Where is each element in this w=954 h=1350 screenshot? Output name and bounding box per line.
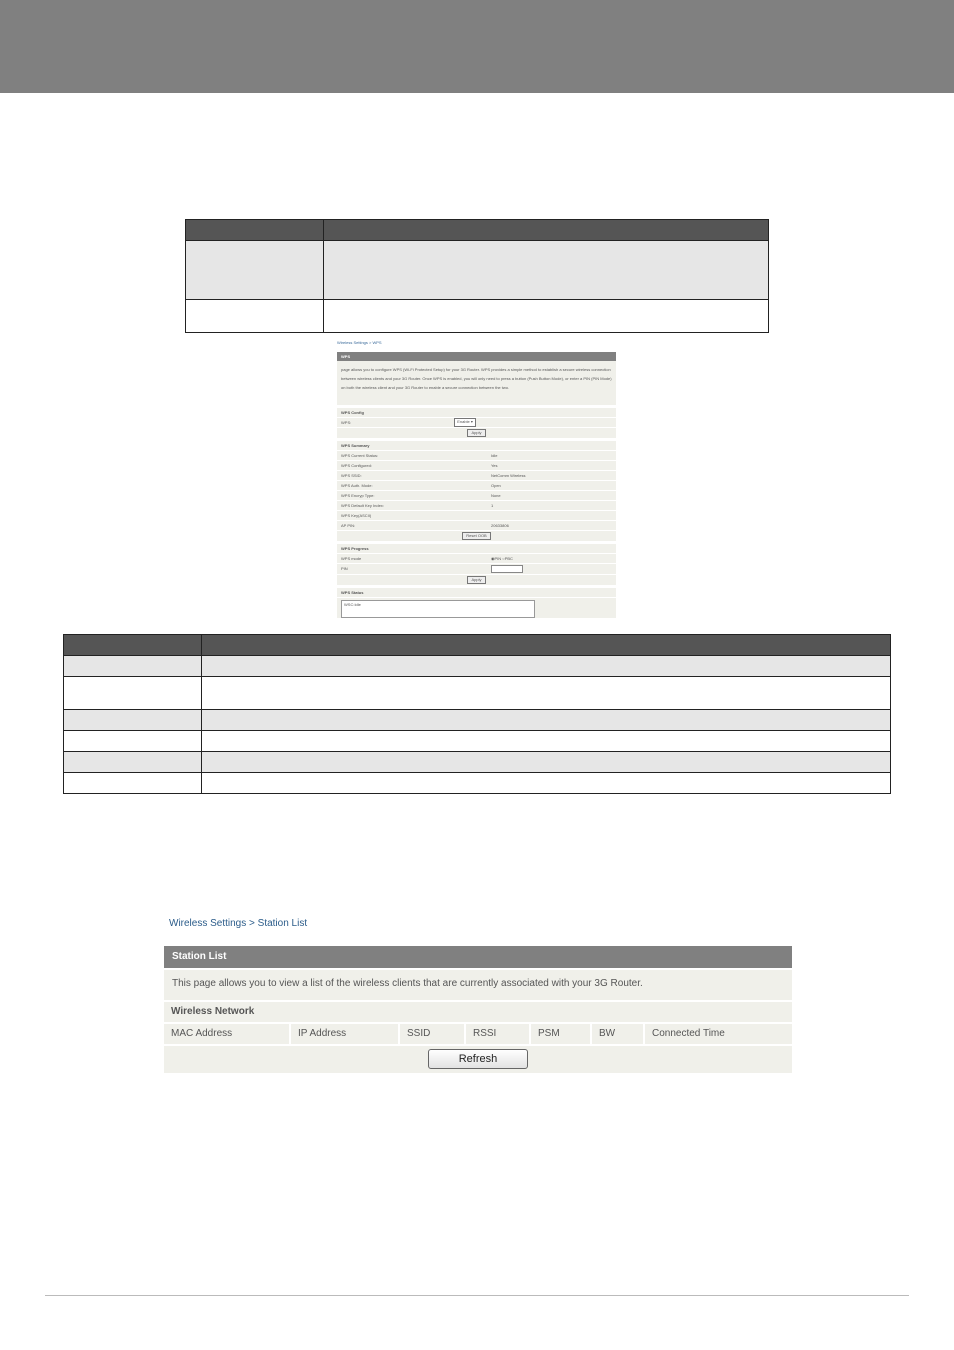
table-row [64,656,891,677]
wps-status-section [337,588,616,618]
wps-mode-row [337,554,616,564]
section-heading: WPS Config [337,408,616,418]
table-header-row [64,635,891,656]
station-table-header [164,1022,792,1044]
footer-divider [45,1295,909,1296]
chevron-down-icon: ▾ [470,419,473,424]
table-header-row [186,220,769,241]
table-row [64,731,891,752]
apply-button[interactable]: Apply [467,429,485,437]
summary-row: WPS Encryp Type: None [337,491,616,501]
wps-summary-section [337,441,616,541]
table-row [64,773,891,794]
table-row [64,752,891,773]
reset-oob-button[interactable]: Reset OOB [462,532,490,540]
table-row [64,677,891,710]
breadcrumb[interactable]: Wireless Settings > Station List [169,918,308,929]
radio-pbc-label: PBC [504,556,513,561]
page-description: page allows you to configure WPS (Wi-Fi Protected Setup) for your 3G Router. WPS provides a simple method to establish a secure wireless connection between wireless clients and your 3G Router. Once WPS is enabled, you will only need to press a button (Push Button Mode), or enter a PIN (PIN Mode) on both the wireless client and your 3G Router to enable a secure connection between the two. [337,361,616,405]
wps-mode-label: WPS mode [341,556,362,561]
summary-row: WPS Auth. Mode: Open [337,481,616,491]
refresh-button[interactable]: Refresh [428,1049,528,1069]
wps-progress-section [337,544,616,585]
column-psm: PSM [531,1024,592,1044]
wps-config-section [337,408,616,438]
wps-status-textarea[interactable]: WSC:Idle [341,600,535,618]
field-table-1 [185,219,769,333]
pin-input[interactable] [491,565,523,573]
wps-label: WPS: [341,420,352,425]
summary-row: WPS SSID: NetComm Wireless [337,471,616,481]
breadcrumb[interactable]: Wireless Settings > WPS [337,340,382,345]
panel-title: WPS [337,352,616,361]
radio-pin-icon[interactable]: ◉ [491,556,495,561]
column-bw: BW [592,1024,645,1044]
column-connected-time: Connected Time [652,1028,725,1039]
table-row [186,300,769,333]
table-row [64,710,891,731]
pin-label: PIN [341,566,348,571]
panel-title: Station List [164,946,792,968]
column-rssi: RSSI [466,1024,531,1044]
page-description: This page allows you to view a list of the wireless clients that are currently associated with your 3G Router. [164,968,792,1000]
apply-button[interactable]: Apply [467,576,485,584]
wps-screenshot [337,338,616,620]
top-banner [0,0,954,93]
section-heading: Wireless Network [164,1000,792,1022]
summary-row: WPS Configured: Yes [337,461,616,471]
section-heading: WPS Summary [337,441,616,451]
wps-enable-select[interactable] [454,418,476,427]
section-heading: WPS Status [337,588,616,598]
radio-pin-label: PIN [494,556,502,561]
radio-pbc-icon[interactable]: ○ [502,556,505,561]
field-table-2 [63,634,891,794]
table-row [186,241,769,300]
summary-row: WPS Current Status: Idle [337,451,616,461]
summary-row: AP PIN: 20633806 [337,521,616,531]
station-list-screenshot [164,915,792,1073]
summary-row: WPS Default Key Index: 1 [337,501,616,511]
summary-row: WPS Key(ASCII) [337,511,616,521]
column-ssid: SSID [400,1024,466,1044]
column-ip-address: IP Address [291,1024,400,1044]
wps-enable-row [337,418,616,428]
section-heading: WPS Progress [337,544,616,554]
wps-enable-value: Enable [457,419,470,424]
pin-row [337,564,616,575]
column-mac-address: MAC Address [164,1024,291,1044]
